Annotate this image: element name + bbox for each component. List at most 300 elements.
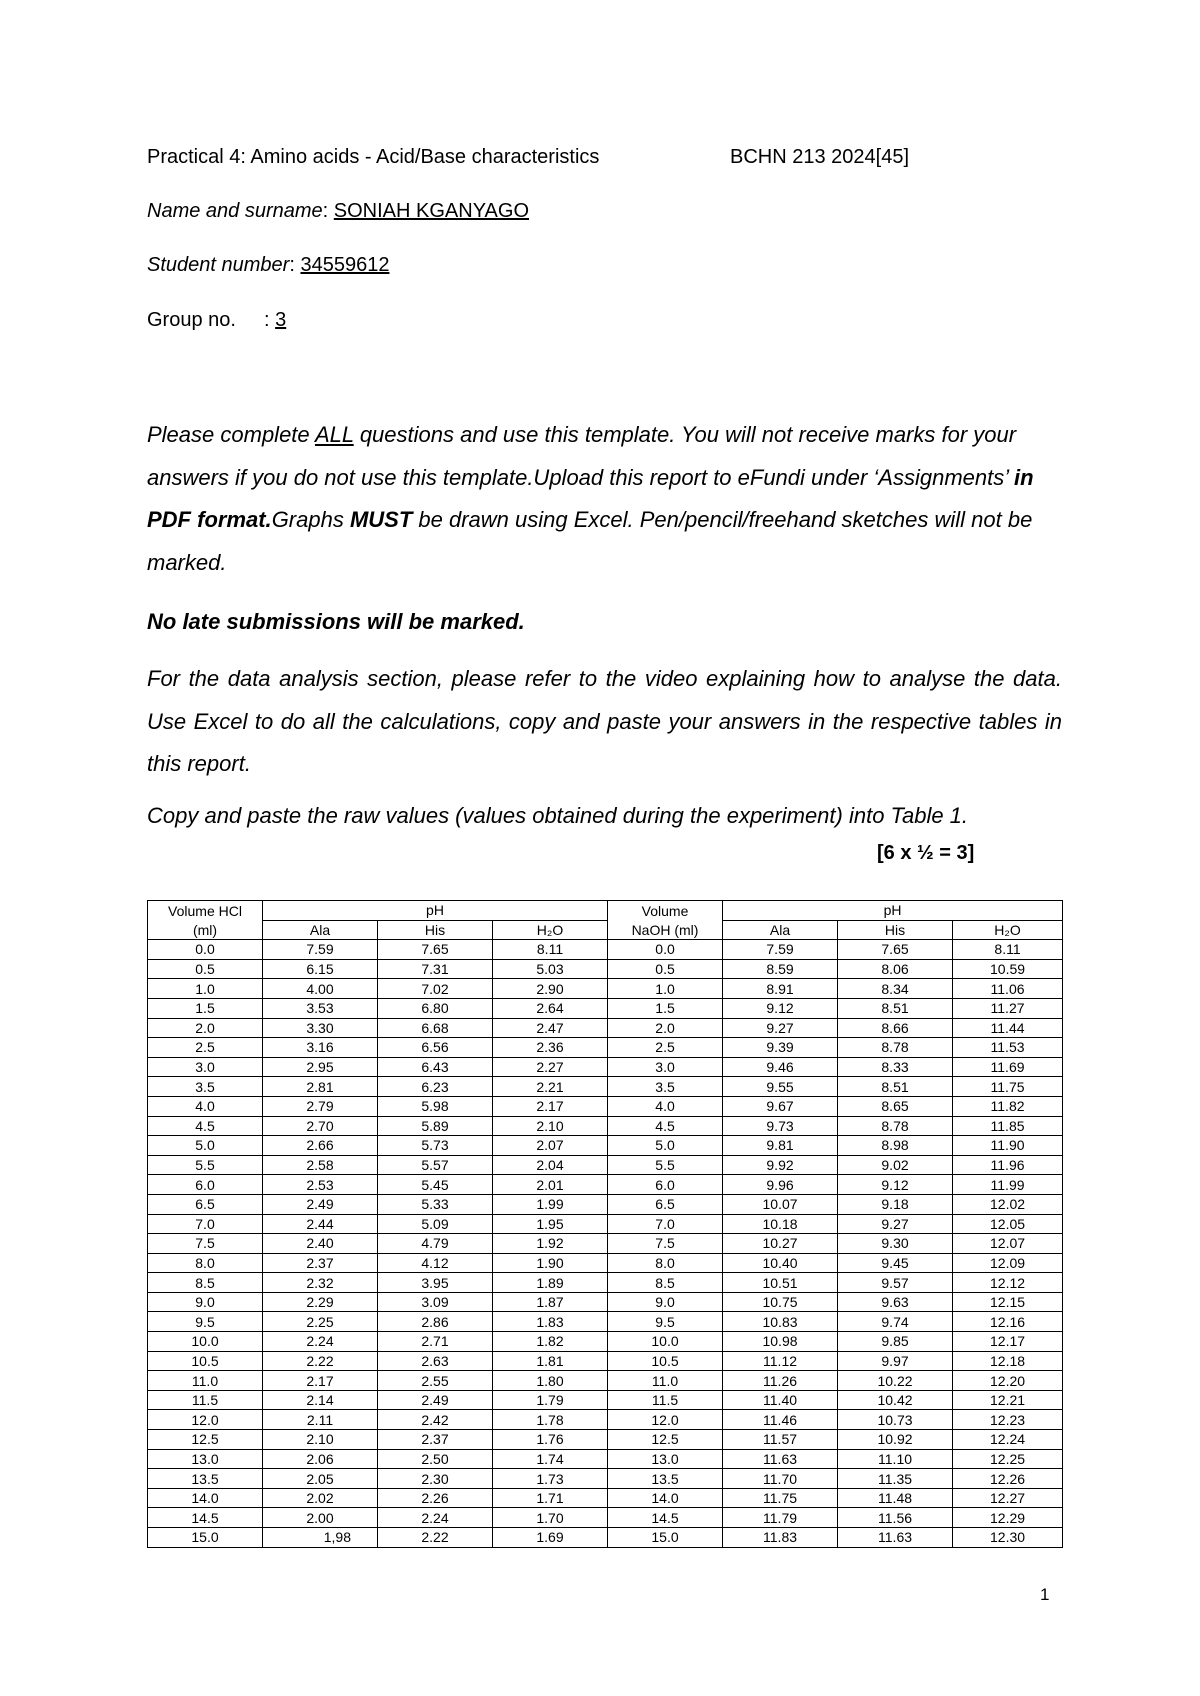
- table-cell: 2.66: [263, 1136, 378, 1156]
- table-cell: 2.26: [378, 1488, 493, 1508]
- table-cell: 1.78: [493, 1410, 608, 1430]
- table-cell: 7.0: [608, 1214, 723, 1234]
- table-cell: 9.0: [608, 1292, 723, 1312]
- table-cell: 1.81: [493, 1351, 608, 1371]
- table-cell: 12.25: [953, 1449, 1063, 1469]
- table-cell: 12.0: [148, 1410, 263, 1430]
- table-row: [148, 1410, 1063, 1430]
- table-cell: 2.17: [263, 1371, 378, 1391]
- table-cell: 1.71: [493, 1488, 608, 1508]
- table-cell: 12.18: [953, 1351, 1063, 1371]
- table-cell: 11.63: [838, 1528, 953, 1548]
- table-cell: 2.22: [263, 1351, 378, 1371]
- table-row: [148, 1038, 1063, 1058]
- table-cell: 12.07: [953, 1234, 1063, 1254]
- table-cell: 1.5: [608, 998, 723, 1018]
- table-cell: 7.02: [378, 979, 493, 999]
- table-cell: 14.5: [148, 1508, 263, 1528]
- table-cell: 5.33: [378, 1194, 493, 1214]
- table-row: [148, 1136, 1063, 1156]
- table-cell: 15.0: [608, 1528, 723, 1548]
- table-cell: 2.24: [378, 1508, 493, 1528]
- table-cell: 4.5: [608, 1116, 723, 1136]
- table-cell: 12.29: [953, 1508, 1063, 1528]
- table-cell: 8.0: [608, 1253, 723, 1273]
- table-header-row: [148, 901, 1063, 921]
- table-cell: 11.82: [953, 1096, 1063, 1116]
- table-cell: 11.10: [838, 1449, 953, 1469]
- table-cell: 10.27: [723, 1234, 838, 1254]
- table-row: [148, 1057, 1063, 1077]
- table-cell: 9.39: [723, 1038, 838, 1058]
- table-cell: 9.18: [838, 1194, 953, 1214]
- table-cell: 10.0: [148, 1332, 263, 1352]
- table-cell: 9.46: [723, 1057, 838, 1077]
- table-cell: 8.78: [838, 1038, 953, 1058]
- table-cell: 10.42: [838, 1390, 953, 1410]
- name-value: SONIAH KGANYAGO: [333, 200, 530, 222]
- table-cell: 1.89: [493, 1273, 608, 1293]
- table-row: [148, 1430, 1063, 1450]
- table-cell: 0.5: [608, 959, 723, 979]
- table-cell: 9.96: [723, 1175, 838, 1195]
- table-cell: 10.5: [608, 1351, 723, 1371]
- table-cell: 7.0: [148, 1214, 263, 1234]
- table-cell: 10.75: [723, 1292, 838, 1312]
- table-cell: 2.53: [263, 1175, 378, 1195]
- table-row: [148, 1312, 1063, 1332]
- table-cell: 2.27: [493, 1057, 608, 1077]
- subheader-ala: Ala: [723, 920, 838, 940]
- table-row: [148, 1116, 1063, 1136]
- table-cell: 12.21: [953, 1390, 1063, 1410]
- table-cell: 2.00: [263, 1508, 378, 1528]
- table-cell: 11.57: [723, 1430, 838, 1450]
- table-row: [148, 1528, 1063, 1548]
- table-cell: 9.45: [838, 1253, 953, 1273]
- table-cell: 8.51: [838, 1077, 953, 1097]
- subheader-his: His: [838, 920, 953, 940]
- table-cell: 11.75: [723, 1488, 838, 1508]
- table-cell: 9.73: [723, 1116, 838, 1136]
- marks-allocation: [6 x ½ = 3]: [877, 842, 975, 864]
- table-cell: 11.46: [723, 1410, 838, 1430]
- table-cell: 2.42: [378, 1410, 493, 1430]
- table-body: [148, 940, 1063, 1547]
- table-cell: 1.70: [493, 1508, 608, 1528]
- table-cell: 0.5: [148, 959, 263, 979]
- table-cell: 9.97: [838, 1351, 953, 1371]
- table-cell: 8.11: [953, 940, 1063, 960]
- page-number: 1: [1040, 1585, 1050, 1604]
- table-row: [148, 1371, 1063, 1391]
- table-cell: 2.02: [263, 1488, 378, 1508]
- table-cell: 10.40: [723, 1253, 838, 1273]
- table-cell: 13.0: [608, 1449, 723, 1469]
- table-cell: 7.65: [378, 940, 493, 960]
- table-cell: 1.83: [493, 1312, 608, 1332]
- table-cell: 5.98: [378, 1096, 493, 1116]
- table-cell: 8.51: [838, 998, 953, 1018]
- table-cell: 4.5: [148, 1116, 263, 1136]
- subheader-ala: Ala: [263, 920, 378, 940]
- table-cell: 2.86: [378, 1312, 493, 1332]
- table-cell: 2.10: [493, 1116, 608, 1136]
- table-row: [148, 1214, 1063, 1234]
- table-cell: 2.22: [378, 1528, 493, 1548]
- table-cell: 6.68: [378, 1018, 493, 1038]
- table-cell: 2.49: [263, 1194, 378, 1214]
- table-cell: 9.30: [838, 1234, 953, 1254]
- table-cell: 11.53: [953, 1038, 1063, 1058]
- table-cell: 2.30: [378, 1469, 493, 1489]
- table-cell: 5.73: [378, 1136, 493, 1156]
- table-cell: 3.09: [378, 1292, 493, 1312]
- table-cell: 11.56: [838, 1508, 953, 1528]
- table-cell: 2.06: [263, 1449, 378, 1469]
- table-cell: 11.99: [953, 1175, 1063, 1195]
- table-cell: 1,98: [263, 1528, 378, 1548]
- table-copy-note: Copy and paste the raw values (values obtained during the experiment) into Table 1.: [147, 803, 969, 828]
- table-cell: 5.45: [378, 1175, 493, 1195]
- table-cell: 3.5: [148, 1077, 263, 1097]
- table-cell: 2.49: [378, 1390, 493, 1410]
- must-emphasis: MUST: [349, 507, 413, 532]
- table-row: [148, 1508, 1063, 1528]
- table-row: [148, 1351, 1063, 1371]
- table-cell: 9.27: [723, 1018, 838, 1038]
- table-row: [148, 1194, 1063, 1214]
- table-cell: 12.23: [953, 1410, 1063, 1430]
- table-cell: 8.33: [838, 1057, 953, 1077]
- titration-data-table: [147, 900, 1063, 1548]
- table-cell: 2.70: [263, 1116, 378, 1136]
- table-cell: 1.87: [493, 1292, 608, 1312]
- table-cell: 9.74: [838, 1312, 953, 1332]
- table-cell: 1.0: [148, 979, 263, 999]
- header-volume-hcl-unit: (ml): [148, 920, 263, 940]
- table-cell: 10.07: [723, 1194, 838, 1214]
- table-cell: 10.83: [723, 1312, 838, 1332]
- table-cell: 2.01: [493, 1175, 608, 1195]
- table-cell: 1.95: [493, 1214, 608, 1234]
- table-row: [148, 1253, 1063, 1273]
- table-cell: 2.21: [493, 1077, 608, 1097]
- table-cell: 14.5: [608, 1508, 723, 1528]
- table-cell: 2.37: [263, 1253, 378, 1273]
- table-cell: 11.70: [723, 1469, 838, 1489]
- table-cell: 2.0: [608, 1018, 723, 1038]
- table-cell: 2.71: [378, 1332, 493, 1352]
- table-cell: 12.12: [953, 1273, 1063, 1293]
- table-cell: 11.06: [953, 979, 1063, 999]
- table-cell: 8.0: [148, 1253, 263, 1273]
- table-row: [148, 1018, 1063, 1038]
- table-cell: 6.0: [148, 1175, 263, 1195]
- table-cell: 12.5: [148, 1430, 263, 1450]
- table-cell: 3.53: [263, 998, 378, 1018]
- table-cell: 2.50: [378, 1449, 493, 1469]
- table-cell: 6.80: [378, 998, 493, 1018]
- table-cell: 13.5: [608, 1469, 723, 1489]
- table-cell: 8.06: [838, 959, 953, 979]
- table-cell: 1.99: [493, 1194, 608, 1214]
- table-cell: 2.29: [263, 1292, 378, 1312]
- group-line: Group no. : 3: [147, 309, 287, 331]
- course-code: BCHN 213 2024[45]: [730, 146, 910, 168]
- table-cell: 8.59: [723, 959, 838, 979]
- table-cell: 1.73: [493, 1469, 608, 1489]
- table-cell: 9.55: [723, 1077, 838, 1097]
- table-cell: 12.20: [953, 1371, 1063, 1391]
- table-row: [148, 1175, 1063, 1195]
- table-cell: 11.26: [723, 1371, 838, 1391]
- table-cell: 8.5: [608, 1273, 723, 1293]
- table-cell: 1.0: [608, 979, 723, 999]
- table-cell: 2.44: [263, 1214, 378, 1234]
- analysis-instructions: For the data analysis section, please refer to the video explaining how to analyse the data. Use Excel to do all the calculations, copy and paste your answers in the respective tables in this report.: [147, 666, 1062, 776]
- table-cell: 9.5: [608, 1312, 723, 1332]
- table-cell: 11.83: [723, 1528, 838, 1548]
- table-row: [148, 1096, 1063, 1116]
- table-cell: 1.69: [493, 1528, 608, 1548]
- table-cell: 9.12: [723, 998, 838, 1018]
- table-cell: 2.64: [493, 998, 608, 1018]
- table-cell: 12.24: [953, 1430, 1063, 1450]
- table-cell: 11.0: [148, 1371, 263, 1391]
- table-cell: 11.63: [723, 1449, 838, 1469]
- table-cell: 5.5: [148, 1155, 263, 1175]
- table-cell: 3.30: [263, 1018, 378, 1038]
- table-cell: 9.85: [838, 1332, 953, 1352]
- table-cell: 2.25: [263, 1312, 378, 1332]
- table-cell: 6.23: [378, 1077, 493, 1097]
- instructions-text-2: questions and use this template. You will not receive marks for your answers if you do not use this template.Upload this report to eFundi under ‘Assignments’: [147, 422, 1017, 490]
- table-cell: 12.16: [953, 1312, 1063, 1332]
- table-cell: 7.31: [378, 959, 493, 979]
- table-row: [148, 959, 1063, 979]
- table-row: [148, 1292, 1063, 1312]
- table-cell: 11.5: [608, 1390, 723, 1410]
- table-cell: 4.79: [378, 1234, 493, 1254]
- table-cell: 3.95: [378, 1273, 493, 1293]
- table-cell: 14.0: [148, 1488, 263, 1508]
- table-cell: 9.63: [838, 1292, 953, 1312]
- table-cell: 12.02: [953, 1194, 1063, 1214]
- table-cell: 2.58: [263, 1155, 378, 1175]
- table-cell: 5.09: [378, 1214, 493, 1234]
- table-cell: 1.79: [493, 1390, 608, 1410]
- table-cell: 1.76: [493, 1430, 608, 1450]
- table-cell: 1.74: [493, 1449, 608, 1469]
- table-cell: 3.16: [263, 1038, 378, 1058]
- table-cell: 11.27: [953, 998, 1063, 1018]
- table-cell: 2.11: [263, 1410, 378, 1430]
- table-row: [148, 1390, 1063, 1410]
- table-cell: 2.55: [378, 1371, 493, 1391]
- table-cell: 4.12: [378, 1253, 493, 1273]
- student-number-line: Student number: 34559612: [147, 254, 390, 276]
- table-cell: 2.79: [263, 1096, 378, 1116]
- table-row: [148, 1273, 1063, 1293]
- table-cell: 12.17: [953, 1332, 1063, 1352]
- table-cell: 5.0: [148, 1136, 263, 1156]
- table-cell: 5.0: [608, 1136, 723, 1156]
- table-cell: 2.63: [378, 1351, 493, 1371]
- table-cell: 0.0: [148, 940, 263, 960]
- table-cell: 8.34: [838, 979, 953, 999]
- header-volume-naoh: Volume: [608, 901, 723, 921]
- table-cell: 2.32: [263, 1273, 378, 1293]
- table-cell: 1.92: [493, 1234, 608, 1254]
- table-cell: 11.85: [953, 1116, 1063, 1136]
- table-cell: 11.12: [723, 1351, 838, 1371]
- table-cell: 0.0: [608, 940, 723, 960]
- table-cell: 8.98: [838, 1136, 953, 1156]
- header-ph-base: pH: [723, 901, 1063, 921]
- table-cell: 11.35: [838, 1469, 953, 1489]
- table-cell: 2.17: [493, 1096, 608, 1116]
- table-cell: 9.57: [838, 1273, 953, 1293]
- table-cell: 12.5: [608, 1430, 723, 1450]
- table-cell: 12.15: [953, 1292, 1063, 1312]
- table-cell: 6.0: [608, 1175, 723, 1195]
- table-cell: 11.48: [838, 1488, 953, 1508]
- header-volume-hcl: Volume HCl: [148, 901, 263, 921]
- table-cell: 13.0: [148, 1449, 263, 1469]
- table-cell: 8.11: [493, 940, 608, 960]
- table-cell: 10.51: [723, 1273, 838, 1293]
- instructions-text-3: Graphs: [271, 507, 350, 532]
- table-cell: 2.40: [263, 1234, 378, 1254]
- table-cell: 2.04: [493, 1155, 608, 1175]
- table-cell: 7.59: [263, 940, 378, 960]
- table-cell: 5.5: [608, 1155, 723, 1175]
- table-cell: 5.89: [378, 1116, 493, 1136]
- table-cell: 12.05: [953, 1214, 1063, 1234]
- table-cell: 10.18: [723, 1214, 838, 1234]
- table-cell: 11.96: [953, 1155, 1063, 1175]
- table-cell: 1.82: [493, 1332, 608, 1352]
- table-cell: 8.5: [148, 1273, 263, 1293]
- table-cell: 7.59: [723, 940, 838, 960]
- table-cell: 2.95: [263, 1057, 378, 1077]
- subheader-his: His: [378, 920, 493, 940]
- table-cell: 6.15: [263, 959, 378, 979]
- table-row: [148, 1155, 1063, 1175]
- table-cell: 1.80: [493, 1371, 608, 1391]
- table-cell: 2.24: [263, 1332, 378, 1352]
- table-cell: 12.09: [953, 1253, 1063, 1273]
- name-label: Name and surname: [147, 200, 323, 222]
- table-cell: 10.0: [608, 1332, 723, 1352]
- table-cell: 6.5: [608, 1194, 723, 1214]
- table-cell: 4.0: [608, 1096, 723, 1116]
- table-cell: 11.40: [723, 1390, 838, 1410]
- table-row: [148, 998, 1063, 1018]
- table-cell: 9.5: [148, 1312, 263, 1332]
- table-cell: 4.00: [263, 979, 378, 999]
- table-cell: 2.81: [263, 1077, 378, 1097]
- table-row: [148, 1488, 1063, 1508]
- table-cell: 7.5: [148, 1234, 263, 1254]
- table-cell: 11.79: [723, 1508, 838, 1528]
- table-row: [148, 979, 1063, 999]
- table-cell: 11.0: [608, 1371, 723, 1391]
- table-row: [148, 1469, 1063, 1489]
- table-cell: 5.57: [378, 1155, 493, 1175]
- name-line: Name and surname: SONIAH KGANYAGO: [147, 200, 530, 222]
- table-cell: 15.0: [148, 1528, 263, 1548]
- table-cell: 2.07: [493, 1136, 608, 1156]
- table-subheader-row: [148, 920, 1063, 940]
- header-ph-acid: pH: [263, 901, 608, 921]
- table-cell: 7.65: [838, 940, 953, 960]
- student-number-label: Student number: [147, 254, 290, 276]
- table-cell: 10.73: [838, 1410, 953, 1430]
- table-cell: 8.91: [723, 979, 838, 999]
- table-cell: 6.56: [378, 1038, 493, 1058]
- table-cell: 12.26: [953, 1469, 1063, 1489]
- table-cell: 14.0: [608, 1488, 723, 1508]
- table-cell: 1.90: [493, 1253, 608, 1273]
- table-cell: 11.75: [953, 1077, 1063, 1097]
- instructions-text-1: Please complete: [147, 422, 315, 447]
- instructions-paragraph: [147, 414, 1062, 584]
- table-cell: 7.5: [608, 1234, 723, 1254]
- table-cell: 9.67: [723, 1096, 838, 1116]
- table-cell: 6.43: [378, 1057, 493, 1077]
- table-cell: 2.0: [148, 1018, 263, 1038]
- table-cell: 12.27: [953, 1488, 1063, 1508]
- group-value: 3: [275, 309, 287, 331]
- table-cell: 3.5: [608, 1077, 723, 1097]
- table-row: [148, 1077, 1063, 1097]
- student-number-value: 34559612: [300, 254, 390, 276]
- table-cell: 6.5: [148, 1194, 263, 1214]
- instructions-text-4: be drawn using Excel. Pen/pencil/freehand sketches will not be marked.: [147, 507, 1033, 575]
- table-cell: 9.12: [838, 1175, 953, 1195]
- table-cell: 9.27: [838, 1214, 953, 1234]
- table-cell: 11.69: [953, 1057, 1063, 1077]
- table-cell: 2.47: [493, 1018, 608, 1038]
- table-cell: 13.5: [148, 1469, 263, 1489]
- table-cell: 9.81: [723, 1136, 838, 1156]
- subheader-h2o: H₂O: [493, 920, 608, 940]
- table-cell: 5.03: [493, 959, 608, 979]
- table-cell: 12.0: [608, 1410, 723, 1430]
- subheader-h2o: H₂O: [953, 920, 1063, 940]
- table-cell: 9.92: [723, 1155, 838, 1175]
- table-cell: 12.30: [953, 1528, 1063, 1548]
- instructions-all-emphasis: ALL: [314, 422, 354, 447]
- group-label: Group no.: [147, 309, 236, 331]
- table-cell: 8.65: [838, 1096, 953, 1116]
- table-cell: 10.92: [838, 1430, 953, 1450]
- table-row: [148, 940, 1063, 960]
- table-cell: 3.0: [148, 1057, 263, 1077]
- table-cell: 10.98: [723, 1332, 838, 1352]
- table-cell: 2.05: [263, 1469, 378, 1489]
- table-cell: 9.02: [838, 1155, 953, 1175]
- table-cell: 2.14: [263, 1390, 378, 1410]
- header-volume-naoh-unit: NaOH (ml): [608, 920, 723, 940]
- table-cell: 10.59: [953, 959, 1063, 979]
- table-cell: 11.5: [148, 1390, 263, 1410]
- table-row: [148, 1449, 1063, 1469]
- table-row: [148, 1234, 1063, 1254]
- table-cell: 9.0: [148, 1292, 263, 1312]
